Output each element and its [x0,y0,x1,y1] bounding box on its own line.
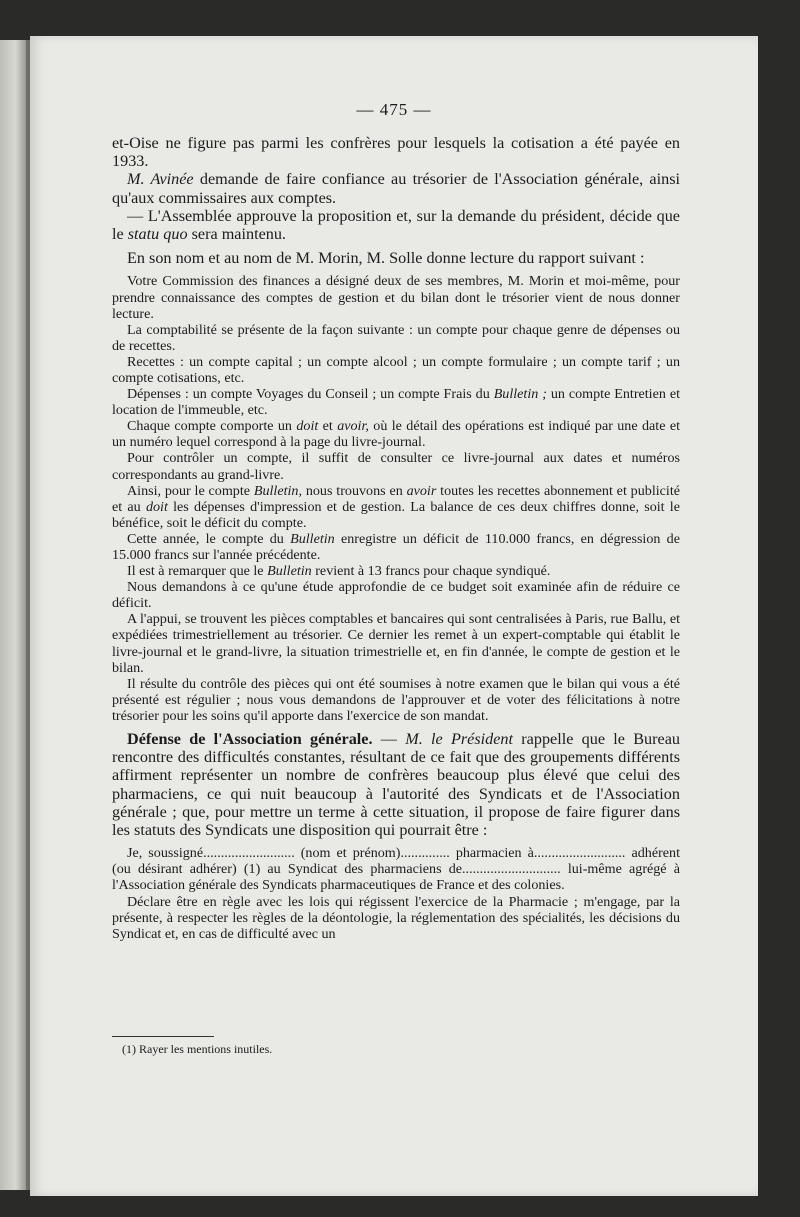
text-run: rappelle que le Bureau rencontre des difficultés constantes, résultant de ce fait que des groupements différents affirment représenter un nombre de confrères beaucoup plus élevé que celui des pharmaciens, ce qui nuit beaucoup à l'autorité des Syndicats et de l'Association générale ; que, pour mettre un terme à cette situation, il propose de faire figurer dans les statuts des Syndicats une disposition qui pourrait être : [112,730,680,840]
text-run: Chaque compte comporte un [127,418,297,435]
text-run: Recettes : un compte capital ; un compte alcool ; un compte formulaire ; un compte tarif ; un compte cotisations, etc. [112,353,680,386]
text-run: M. le Président [405,730,514,749]
paragraph-p3 [112,207,680,243]
text-run: avoir, [337,418,369,435]
section-heading: Défense de l'Association générale. [127,730,373,749]
paragraph-p11 [112,483,680,531]
text-run: — L'Assemblée approuve la proposition et, sur la demande du président, décide que le [112,206,680,244]
paragraph-p16 [112,676,680,724]
text-run: Je, soussigné.......................... (nom et prénom).............. pharmacien à.......................... adhérent (ou désirant adhérer) (1) au Syndicat des pharmaciens de............................ lui-même agrégé à l'Association générale des Syndicats pharmaceutiques de France et des colonies. [112,845,680,894]
text-run: nous trouvons en [302,482,407,499]
text-run: où le détail des opérations est indiqué par une date et un numéro lequel correspond à la page du livre-journal. [112,418,680,451]
text-run: enregistre un déficit de 110.000 francs, en dégression de 15.000 francs sur l'année précédente. [112,530,680,564]
footnote: (1) Rayer les mentions inutiles. [122,1042,273,1056]
text-run: toutes les recettes abonnement et publicité et au [112,482,680,515]
text-run: Déclare être en règle avec les lois qui régissent l'exercice de la Pharmacie ; m'engage, par la présente, à respecter les règles de la déontologie, la réglementation des spécialités, les décisions du Syndicat et, en cas de difficulté avec un [112,893,680,942]
text-run: et [318,418,338,435]
text-run: avoir [406,482,437,499]
text-run: Bulletin [290,530,335,547]
paragraph-p2 [112,170,680,206]
text-run: statu quo [127,225,188,244]
text-run: Bulletin ; [493,386,547,403]
paragraph-p18 [112,845,680,893]
paragraph-p17 [112,730,680,839]
paragraph-p10 [112,450,680,482]
text-run: demande de faire confiance au trésorier de l'Association générale, ainsi qu'aux commissaires aux comptes. [112,170,680,207]
text-run: La comptabilité se présente de la façon suivante : un compte pour chaque genre de dépenses ou de recettes. [112,321,680,354]
text-run: Il est à remarquer que le [127,563,268,580]
paragraph-p6 [112,322,680,354]
text-run: Votre Commission des finances a désigné deux de ses membres, M. Morin et moi-même, pour prendre connaissance des comptes de gestion et du bilan dont le trésorier vient de nous donner lecture. [112,273,680,322]
paragraph-p7 [112,354,680,386]
paragraph-p9 [112,418,680,450]
body-text [112,134,680,942]
text-run: et-Oise ne figure pas parmi les confrères pour lesquels la cotisation a été payée en 1933. [112,134,680,171]
text-run: M. Avinée [127,170,194,189]
text-run: Pour contrôler un compte, il suffit de consulter ce livre-journal aux dates et numéros correspondants au grand-livre. [112,450,680,483]
text-run: Bulletin, [253,482,303,499]
paragraph-p5 [112,273,680,321]
text-run: sera maintenu. [187,225,286,244]
text-run: revient à 13 francs pour chaque syndiqué. [311,563,551,580]
footnote-rule [112,1036,214,1037]
text-run: doit [296,418,319,435]
paragraph-p13 [112,563,680,579]
text-run: Dépenses : un compte Voyages du Conseil ; un compte Frais du [127,386,494,403]
paragraph-p8 [112,386,680,418]
paragraph-p4 [112,249,680,267]
page-number: — 475 — [356,100,432,119]
text-run: En son nom et au nom de M. Morin, M. Solle donne lecture du rapport suivant : [127,249,645,268]
paragraph-p15 [112,611,680,675]
left-page-edge [0,40,26,1190]
text-run: les dépenses d'impression et de gestion. La balance de ces deux chiffres donne, soit le bénéfice, soit le déficit du compte. [112,498,680,531]
text-run: Nous demandons à ce qu'une étude approfondie de ce budget soit examinée afin de réduire ce déficit. [112,579,680,612]
text-run: — [372,730,406,749]
paragraph-p1 [112,134,680,170]
text-run: Ainsi, pour le compte [127,482,254,499]
text-run: A l'appui, se trouvent les pièces comptables et bancaires qui sont centralisées à Paris, rue Ballu, et expédiées trimestriellement au trésorier. Ce dernier les remet à un expert-comptable qui établit le livre-journal et le grand-livre, la situation trimestrielle et, en fin d'année, le compte de gestion et le bilan. [112,611,680,676]
paragraph-p14 [112,579,680,611]
paragraph-p12 [112,531,680,563]
text-run: un compte Entretien et location de l'immeuble, etc. [112,386,680,419]
book-page [30,36,758,1196]
text-run: doit [145,498,168,515]
text-run: Cette année, le compte du [127,530,291,547]
paragraph-p19 [112,894,680,942]
text-run: Il résulte du contrôle des pièces qui ont été soumises à notre examen que le bilan qui vous a été présenté est régulier ; nous vous demandons de l'approuver et de voter des félicitations à notre trésorier pour les soins qu'il apporte dans l'exercice de son mandat. [112,675,680,724]
text-run: Bulletin [267,563,312,580]
